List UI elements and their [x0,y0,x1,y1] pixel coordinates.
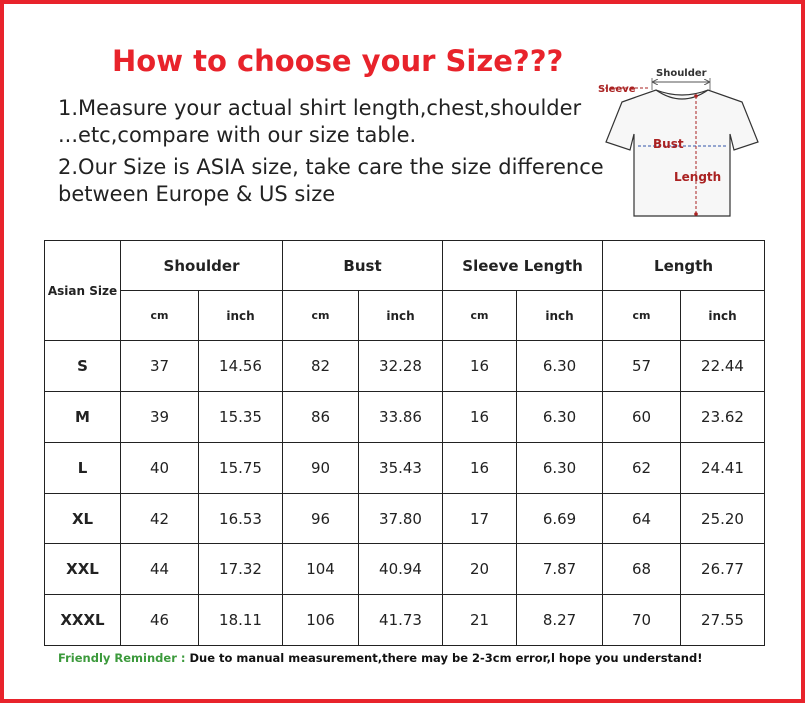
table-cell: 16 [443,392,517,443]
table-cell: 106 [283,595,359,646]
table-cell: 37 [121,341,199,392]
table-cell: 96 [283,493,359,544]
table-cell: 40.94 [359,544,443,595]
table-cell: 42 [121,493,199,544]
diagram-label-sleeve: Sleeve [598,84,636,95]
unit-inch: inch [517,291,603,341]
table-cell: 46 [121,595,199,646]
table-cell: 32.28 [359,341,443,392]
size-label: M [45,392,121,443]
unit-cm: cm [283,291,359,341]
unit-header-row [45,291,765,341]
unit-inch: inch [359,291,443,341]
table-cell: 68 [603,544,681,595]
group-header-sleeve-length: Sleeve Length [443,241,603,291]
size-table-body [45,241,765,646]
table-cell: 23.62 [681,392,765,443]
table-cell: 33.86 [359,392,443,443]
table-cell: 16 [443,341,517,392]
table-cell: 17 [443,493,517,544]
diagram-label-length: Length [674,170,722,184]
instruction-line-1b: ...etc,compare with our size table. [58,123,417,147]
table-cell: 15.75 [199,442,283,493]
shirt-measurement-diagram [592,64,772,222]
table-cell: 39 [121,392,199,443]
table-cell: 26.77 [681,544,765,595]
unit-inch: inch [199,291,283,341]
table-cell: 18.11 [199,595,283,646]
table-cell: 6.30 [517,392,603,443]
table-cell: 60 [603,392,681,443]
table-cell: 21 [443,595,517,646]
table-cell: 64 [603,493,681,544]
table-row [45,595,765,646]
table-cell: 17.32 [199,544,283,595]
table-cell: 35.43 [359,442,443,493]
table-cell: 15.35 [199,392,283,443]
instruction-line-2b: between Europe & US size [58,182,336,206]
unit-inch: inch [681,291,765,341]
table-cell: 57 [603,341,681,392]
table-cell: 25.20 [681,493,765,544]
instruction-line-1a: 1.Measure your actual shirt length,chest,shoulder [58,96,582,120]
group-header-row [45,241,765,291]
size-label: XXL [45,544,121,595]
unit-cm: cm [121,291,199,341]
table-cell: 7.87 [517,544,603,595]
page-title: How to choose your Size??? [112,44,564,78]
table-cell: 8.27 [517,595,603,646]
table-cell: 27.55 [681,595,765,646]
table-cell: 82 [283,341,359,392]
table-row [45,442,765,493]
unit-cm: cm [603,291,681,341]
table-row [45,341,765,392]
friendly-reminder [58,651,702,665]
table-cell: 6.69 [517,493,603,544]
table-cell: 70 [603,595,681,646]
size-label: XXXL [45,595,121,646]
group-header-length: Length [603,241,765,291]
table-cell: 104 [283,544,359,595]
shirt-outline-icon [606,90,758,216]
reminder-text: Due to manual measurement,there may be 2-3cm error,l hope you understand! [185,651,703,665]
size-label: S [45,341,121,392]
unit-cm: cm [443,291,517,341]
table-cell: 44 [121,544,199,595]
table-cell: 90 [283,442,359,493]
table-cell: 6.30 [517,442,603,493]
table-row [45,392,765,443]
table-cell: 62 [603,442,681,493]
diagram-label-bust: Bust [653,137,684,151]
table-cell: 22.44 [681,341,765,392]
size-label: XL [45,493,121,544]
table-cell: 16.53 [199,493,283,544]
diagram-label-shoulder: Shoulder [656,68,707,79]
asian-size-header: Asian Size [45,241,121,341]
table-cell: 6.30 [517,341,603,392]
table-cell: 37.80 [359,493,443,544]
table-row [45,493,765,544]
group-header-bust: Bust [283,241,443,291]
table-cell: 14.56 [199,341,283,392]
table-cell: 41.73 [359,595,443,646]
table-cell: 86 [283,392,359,443]
table-cell: 16 [443,442,517,493]
table-cell: 40 [121,442,199,493]
size-table [44,240,765,646]
table-cell: 24.41 [681,442,765,493]
table-cell: 20 [443,544,517,595]
reminder-label: Friendly Reminder : [58,651,186,665]
table-row [45,544,765,595]
group-header-shoulder: Shoulder [121,241,283,291]
size-label: L [45,442,121,493]
instruction-line-2a: 2.Our Size is ASIA size, take care the size difference [58,155,604,179]
